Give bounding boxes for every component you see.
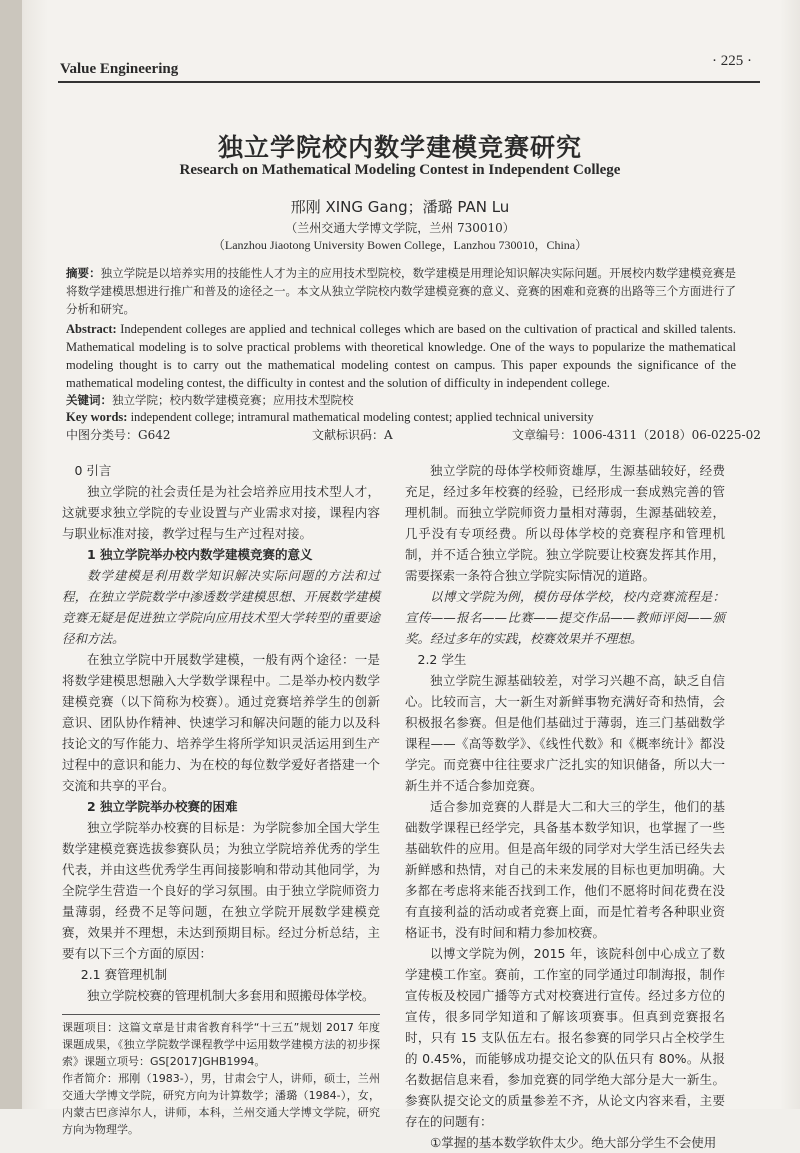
header-rule [58,81,760,83]
subsection-heading-2-2: 2.2 学生 [417,652,467,667]
section-heading-2: 2 独立学院举办校赛的困难 [87,799,238,814]
page-number: · 225 · [712,53,752,69]
paragraph: 数学建模是利用数学知识解决实际问题的方法和过程，在独立学院数学中渗透数学建模思想、开展数学建模竞赛无疑是促进独立学院向应用技术型大学转型的重要途径和方法。 [62,568,380,646]
abstract-zh-text: 独立学院是以培养实用的技能性人才为主的应用技术型院校，数学建模是用理论知识解决实际问题。开展校内数学建模竞赛是将数学建模思想进行推广和普及的途径之一。本文从独立学院校内数学建模竞赛的意义、竞赛的困难和竞赛的出路等三个方面进行了分析和研究。 [66,266,737,316]
paragraph: 独立学院生源基础较差，对学习兴趣不高，缺乏自信心。比较而言，大一新生对新鲜事物充满好奇和热情，会积极报名参赛。但是他们基础过于薄弱，连三门基础数学课程——《高等数学》、《线性代数》和《概率统计》都没学完。而竞赛中往往要求广泛扎实的知识储备，所以大一新生并不适合参加竞赛。 [405,673,725,793]
abstract-en [66,320,736,392]
footnote-author-bio: 作者简介：邢刚（1983-），男，甘肃会宁人，讲师，硕士，兰州交通大学博文学院，研究方向为计算数学；潘璐（1984-），女，内蒙古巴彦淖尔人，讲师，本科，兰州交通大学博文学院，研究方向为物理学。 [62,1072,380,1136]
paragraph: 独立学院校赛的管理机制大多套用和照搬母体学校。 [87,988,375,1003]
subsection-heading-2-1: 2.1 赛管理机制 [80,967,168,982]
affiliation: （兰州交通大学博文学院，兰州 730010） [285,221,515,235]
paragraph: 在独立学院中开展数学建模，一般有两个途径：一是将数学建模思想融入大学数学课程中。二是举办校内数学建模竞赛（以下简称为校赛）。通过竞赛培养学生的创新意识、团队协作精神、快速学习和解决问题的能力以及科技论文的写作能力、培养学生将所学知识灵活运用到生产过程中的意识和能力、为在校的每位数学爱好者搭建一个交流和共享的平台。 [62,652,380,793]
paragraph: 独立学院举办校赛的目标是：为学院参加全国大学生数学建模竞赛选拔参赛队员；为独立学院培养优秀的学生代表，并由这些优秀学生再间接影响和带动其他同学，为全院学生营造一个良好的学习氛围。由于独立学院师资力量薄弱，经费不足等问题，在独立学院开展数学建模竞赛，效果并不理想，未达到预期目标。经过分析总结，主要有以下三个方面的原因： [62,820,380,961]
keywords-zh-text: 独立学院；校内数学建模竞赛；应用技术型院校 [112,393,354,407]
document-code: 文献标识码：A [312,428,393,442]
section-heading-intro: 0 引言 [74,463,112,478]
keywords-zh [66,391,736,409]
article-title: 独立学院校内数学建模竞赛研究 [217,133,582,162]
authors: 邢刚 XING Gang；潘璐 PAN Lu [290,198,510,216]
footnote-rule [62,1014,380,1015]
paragraph: 独立学院的社会责任是为社会培养应用技术型人才，这就要求独立学院的专业设置与产业需求对接，课程内容与职业标准对接，教学过程与生产过程对接。 [62,484,380,541]
abstract-en-text: Independent colleges are applied and technical colleges which are based on the cultivation of practical and skilled talents. Mathematical modeling is to solve practical problems with theoretical knowledge. One of the ways to popularize the mathematical modeling thought is to carry out the mathematical modeling contest on campus. This paper expounds the significance of the mathematical modeling contest, the difficulty in contest and the solution of difficulty in independent college. [66,322,737,390]
journal-name: Value Engineering [60,61,179,77]
article-number: 文章编号：1006-4311（2018）06-0225-02 [512,428,761,442]
affiliation-en: （Lanzhou Jiaotong University Bowen College，Lanzhou 730010，China） [212,238,588,252]
paragraph: 以博文学院为例，模仿母体学校，校内竞赛流程是：宣传——报名——比赛——提交作品——教师评阅——颁奖。经过多年的实践，校赛效果并不理想。 [405,589,725,646]
abstract-zh-label: 摘要： [66,266,101,280]
keywords-en-text: independent college; intramural mathematical modeling contest; applied technical university [130,410,594,424]
footnote-project: 课题项目：这篇文章是甘肃省教育科学“十三五”规划 2017 年度课题成果，《独立学院数学课程教学中运用数学建模方法的初步探索》课题立项号：GS[2017]GHB1994。 [62,1021,380,1068]
left-column [62,460,380,1138]
keywords-zh-label: 关键词： [66,393,112,407]
paragraph: 适合参加竞赛的人群是大二和大三的学生，他们的基础数学课程已经学完，具备基本数学知识，也掌握了一些基础软件的应用。但是高年级的同学对大学生活已经失去新鲜感和热情，对自己的未来发展的目标也更加明确。大多都在考虑将来能否找到工作，他们不愿将时间花费在没有直接利益的活动或者竞赛上面，而是忙着考各种职业资格证书，没有时间和精力参加校赛。 [405,799,725,940]
section-heading-1: 1 独立学院举办校内数学建模竞赛的意义 [87,547,313,562]
paragraph: 独立学院的母体学校师资雄厚，生源基础较好，经费充足，经过多年校赛的经验，已经形成一套成熟完善的管理机制。而独立学院师资力量相对薄弱，生源基础较差，几乎没有专项经费。所以母体学校的竞赛程序和管理机制，并不适合独立学院。独立学院要让校赛发挥其作用，需要探索一条符合独立学院实际情况的道路。 [405,463,725,583]
article-title-en: Research on Mathematical Modeling Contest in Independent College [179,162,621,178]
clc-number: 中图分类号：G642 [66,428,171,442]
keywords-en [66,408,736,426]
paragraph: 以博文学院为例，2015 年，该院科创中心成立了数学建模工作室。赛前，工作室的同学通过印制海报，制作宣传板及校园广播等方式对校赛进行宣传。经过多方位的宣传，很多同学知道和了解该项赛事。但真到竞赛报名时，只有 15 支队伍左右。报名参赛的同学只占全校学生的 0.45%，而能够成功提交论文的队伍只有 80%。从报名数据信息来看，参加竞赛的同学绝大部分是大一新生。参赛队提交论文的质量参差不齐，从论文内容来看，主要存在的问题有： [405,946,725,1129]
abstract-en-label: Abstract: [66,322,117,336]
paragraph: ①掌握的基本数学软件太少。绝大部分学生不会使用 [430,1135,717,1150]
abstract-zh [66,264,736,318]
right-column [405,460,725,1153]
keywords-en-label: Key words: [66,410,128,424]
